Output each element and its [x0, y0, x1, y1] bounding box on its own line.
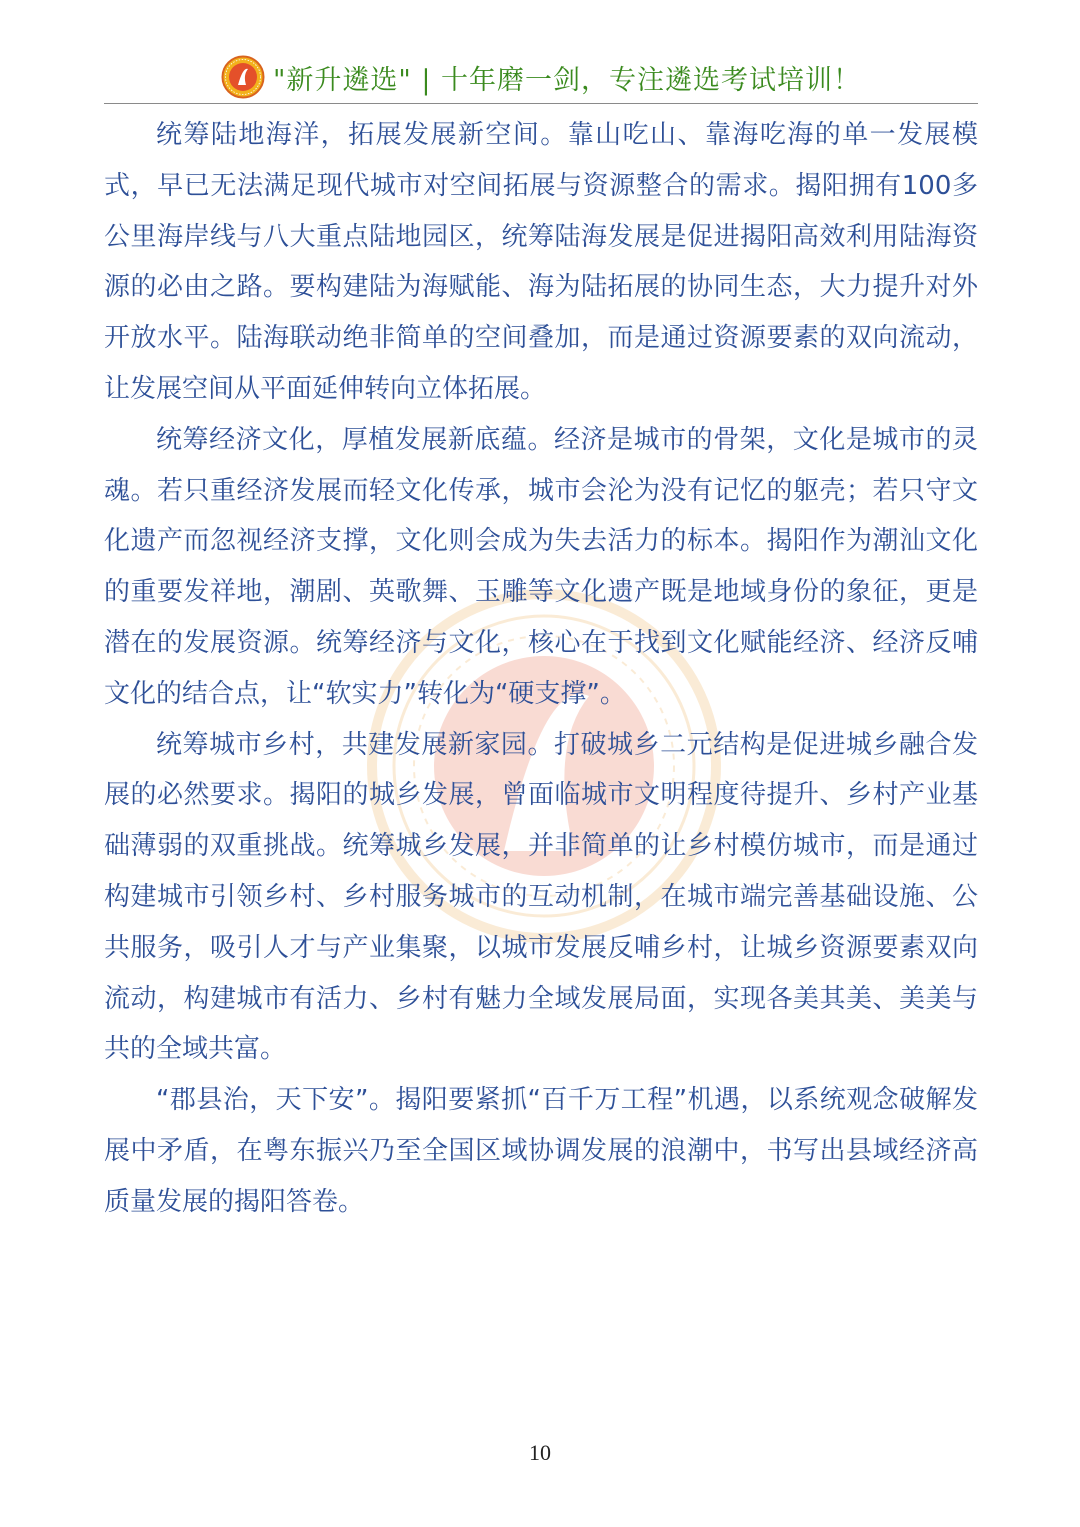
article-body — [104, 110, 978, 1228]
page-number: 10 — [529, 1440, 551, 1465]
page-header — [104, 52, 978, 102]
header-divider — [104, 103, 978, 104]
paragraph-urban-rural: 统筹城市乡村，共建发展新家园。打破城乡二元结构是促进城乡融合发展的必然要求。揭阳的城乡发展，曾面临城市文明程度待提升、乡村产业基础薄弱的双重挑战。统筹城乡发展，并非简单的让乡村模仿城市，而是通过构建城市引领乡村、乡村服务城市的互动机制，在城市端完善基础设施、公共服务，吸引人才与产业集聚，以城市发展反哺乡村，让城乡资源要素双向流动，构建城市有活力、乡村有魅力全域发展局面，实现各美其美、美美与共的全域共富。 — [104, 729, 978, 1065]
paragraph-land-sea: 统筹陆地海洋，拓展发展新空间。靠山吃山、靠海吃海的单一发展模式，早已无法满足现代城市对空间拓展与资源整合的需求。揭阳拥有100多公里海岸线与八大重点陆地园区，统筹陆海发展是促进揭阳高效利用陆海资源的必由之路。要构建陆为海赋能、海为陆拓展的协同生态，大力提升对外开放水平。陆海联动绝非简单的空间叠加，而是通过资源要素的双向流动，让发展空间从平面延伸转向立体拓展。 — [104, 120, 978, 404]
paragraph-conclusion: “郡县治，天下安”。揭阳要紧抓“百千万工程”机遇，以系统观念破解发展中矛盾，在粤东振兴乃至全国区域协调发展的浪潮中，书写出县域经济高质量发展的揭阳答卷。 — [104, 1085, 978, 1217]
institution-seal-icon — [221, 55, 265, 99]
header-slogan: "新升遴选" | 十年磨一剑，专注遴选考试培训！ — [272, 64, 862, 96]
paragraph-economy-culture: 统筹经济文化，厚植发展新底蕴。经济是城市的骨架，文化是城市的灵魂。若只重经济发展而轻文化传承，城市会沦为没有记忆的躯壳；若只守文化遗产而忽视经济支撑，文化则会成为失去活力的标本。揭阳作为潮汕文化的重要发祥地，潮剧、英歌舞、玉雕等文化遗产既是地域身份的象征，更是潜在的发展资源。统筹经济与文化，核心在于找到文化赋能经济、经济反哺文化的结合点，让“软实力”转化为“硬支撑”。 — [104, 424, 978, 709]
